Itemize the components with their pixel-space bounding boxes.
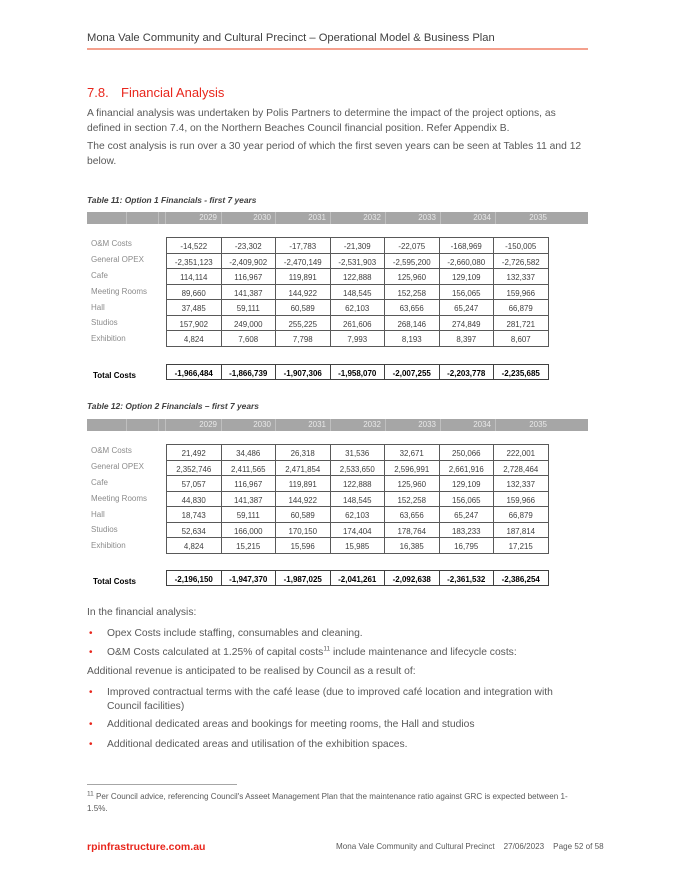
table-row bbox=[167, 315, 549, 331]
total-cell: -2,007,255 bbox=[385, 365, 440, 380]
table-cell: 21,492 bbox=[167, 445, 222, 461]
cost-analysis-paragraph: The cost analysis is run over a 30 year period of which the first seven years can be seen at Tables 11 and 12 below. bbox=[87, 141, 582, 167]
bullet-text: include maintenance and lifecycle costs: bbox=[330, 647, 517, 658]
total-cell: -1,947,370 bbox=[221, 571, 276, 586]
page-header-title: Mona Vale Community and Cultural Precinct – Operational Model & Business Plan bbox=[87, 32, 495, 44]
table-cell: 249,000 bbox=[221, 315, 276, 331]
table-cell: 17,215 bbox=[494, 538, 549, 554]
year-header: 2035 bbox=[529, 213, 547, 222]
table-cell: 2,661,916 bbox=[439, 460, 494, 476]
row-label: Studios bbox=[91, 525, 118, 534]
year-header: 2030 bbox=[222, 419, 276, 431]
row-label: Hall bbox=[91, 510, 105, 519]
table-cell: 116,967 bbox=[221, 269, 276, 285]
table-cell: 156,065 bbox=[439, 491, 494, 507]
row-label: O&M Costs bbox=[91, 239, 132, 248]
table-11-caption: Table 11: Option 1 Financials - first 7 years bbox=[87, 195, 257, 205]
total-cell: -2,041,261 bbox=[330, 571, 385, 586]
table-cell: 2,352,746 bbox=[167, 460, 222, 476]
table-cell: 250,066 bbox=[439, 445, 494, 461]
table-cell: 26,318 bbox=[276, 445, 331, 461]
table-cell: 132,337 bbox=[494, 476, 549, 492]
year-header: 2033 bbox=[386, 212, 441, 224]
table-cell: -17,783 bbox=[276, 238, 331, 254]
table-cell: 8,397 bbox=[439, 331, 494, 347]
table-row bbox=[167, 491, 549, 507]
total-costs-label: Total Costs bbox=[93, 577, 136, 586]
table-cell: 183,233 bbox=[439, 522, 494, 538]
table-cell: -2,595,200 bbox=[385, 253, 440, 269]
table-cell: 152,258 bbox=[385, 284, 440, 300]
bullet-text: O&M Costs calculated at 1.25% of capital costs bbox=[107, 647, 324, 658]
table-11-grid bbox=[166, 237, 549, 347]
table-cell: 18,743 bbox=[167, 507, 222, 523]
table-cell: -2,660,080 bbox=[439, 253, 494, 269]
year-header: 2034 bbox=[441, 212, 496, 224]
table-cell: 187,814 bbox=[494, 522, 549, 538]
table-cell: 15,215 bbox=[221, 538, 276, 554]
row-label: Hall bbox=[91, 303, 105, 312]
table-cell: 66,879 bbox=[494, 507, 549, 523]
table-cell: 31,536 bbox=[330, 445, 385, 461]
table-cell: -168,969 bbox=[439, 238, 494, 254]
table-cell: 116,967 bbox=[221, 476, 276, 492]
year-header: 2034 bbox=[441, 419, 496, 431]
bullet-icon: • bbox=[89, 687, 93, 698]
row-label: O&M Costs bbox=[91, 446, 132, 455]
table-cell: 129,109 bbox=[439, 476, 494, 492]
table-12-grid bbox=[166, 444, 549, 554]
total-cell: -2,361,532 bbox=[439, 571, 494, 586]
footnote-divider bbox=[87, 784, 237, 785]
revenue-intro: Additional revenue is anticipated to be realised by Council as a result of: bbox=[87, 666, 416, 677]
table-cell: 144,922 bbox=[276, 491, 331, 507]
table-row bbox=[167, 460, 549, 476]
table-cell: 152,258 bbox=[385, 491, 440, 507]
year-header: 2035 bbox=[529, 420, 547, 429]
intro-paragraph: A financial analysis was undertaken by Polis Partners to determine the impact of the project options, as defined in section 7.4, on the Northern Beaches Council financial position. Refer Appendix B. bbox=[87, 108, 556, 134]
row-label: Cafe bbox=[91, 478, 108, 487]
table-cell: 174,404 bbox=[330, 522, 385, 538]
footnote-number: 11 bbox=[87, 790, 94, 798]
table-row bbox=[167, 238, 549, 254]
table-cell: 60,589 bbox=[276, 300, 331, 316]
total-cell: -2,203,778 bbox=[439, 365, 494, 380]
table-cell: 65,247 bbox=[439, 507, 494, 523]
table-row bbox=[167, 331, 549, 347]
bullet-item bbox=[87, 686, 587, 713]
table-cell: 125,960 bbox=[385, 476, 440, 492]
table-cell: -21,309 bbox=[330, 238, 385, 254]
table-cell: 32,671 bbox=[385, 445, 440, 461]
row-label: Exhibition bbox=[91, 334, 126, 343]
table-cell: 44,830 bbox=[167, 491, 222, 507]
table-cell: 8,607 bbox=[494, 331, 549, 347]
table-cell: 119,891 bbox=[276, 269, 331, 285]
bullet-item bbox=[87, 718, 587, 732]
table-cell: 34,486 bbox=[221, 445, 276, 461]
table-cell: 4,824 bbox=[167, 331, 222, 347]
bullet-text: Additional dedicated areas and bookings for meeting rooms, the Hall and studios bbox=[107, 719, 475, 730]
bullet-icon: • bbox=[89, 739, 93, 750]
year-header: 2031 bbox=[276, 212, 331, 224]
table-cell: 15,985 bbox=[330, 538, 385, 554]
table-cell: 2,533,650 bbox=[330, 460, 385, 476]
table-cell: 268,146 bbox=[385, 315, 440, 331]
table-cell: 2,596,991 bbox=[385, 460, 440, 476]
table-cell: -23,302 bbox=[221, 238, 276, 254]
table-cell: 7,798 bbox=[276, 331, 331, 347]
table-cell: 148,545 bbox=[330, 491, 385, 507]
analysis-intro: In the financial analysis: bbox=[87, 607, 197, 618]
year-header: 2029 bbox=[166, 419, 222, 431]
year-header: 2033 bbox=[386, 419, 441, 431]
table-cell: 2,471,854 bbox=[276, 460, 331, 476]
footer-doc-title: Mona Vale Community and Cultural Precinct bbox=[336, 842, 495, 851]
table-cell: 59,111 bbox=[221, 507, 276, 523]
table-cell: 261,606 bbox=[330, 315, 385, 331]
table-cell: 166,000 bbox=[221, 522, 276, 538]
bullet-icon: • bbox=[89, 628, 93, 639]
footer-page-number: Page 52 of 58 bbox=[553, 842, 604, 851]
row-label: Meeting Rooms bbox=[91, 287, 148, 296]
total-costs-label: Total Costs bbox=[93, 371, 136, 380]
footer-website-link[interactable]: rpinfrastructure.com.au bbox=[87, 841, 206, 853]
table-cell: 2,728,464 bbox=[494, 460, 549, 476]
table-cell: 52,634 bbox=[167, 522, 222, 538]
row-label: General OPEX bbox=[91, 462, 144, 471]
table-12-caption: Table 12: Option 2 Financials – first 7 years bbox=[87, 401, 259, 411]
section-heading bbox=[87, 85, 224, 100]
table-cell: -2,409,902 bbox=[221, 253, 276, 269]
table-cell: 141,387 bbox=[221, 491, 276, 507]
section-title: Financial Analysis bbox=[121, 85, 225, 100]
table-cell: 274,849 bbox=[439, 315, 494, 331]
bullet-icon: • bbox=[89, 719, 93, 730]
table-cell: 119,891 bbox=[276, 476, 331, 492]
table-row bbox=[167, 522, 549, 538]
table-row bbox=[167, 284, 549, 300]
table-cell: -14,522 bbox=[167, 238, 222, 254]
year-header: 2031 bbox=[276, 419, 331, 431]
total-cell: -1,866,739 bbox=[221, 365, 276, 380]
year-header: 2032 bbox=[331, 212, 386, 224]
table-cell: 59,111 bbox=[221, 300, 276, 316]
table-cell: 281,721 bbox=[494, 315, 549, 331]
table-cell: 114,114 bbox=[167, 269, 222, 285]
table-cell: 255,225 bbox=[276, 315, 331, 331]
table-row bbox=[167, 445, 549, 461]
table-cell: 15,596 bbox=[276, 538, 331, 554]
section-number: 7.8. bbox=[87, 85, 109, 100]
total-cell: -1,958,070 bbox=[330, 365, 385, 380]
table-cell: -2,470,149 bbox=[276, 253, 331, 269]
table-cell: 159,966 bbox=[494, 491, 549, 507]
table-row bbox=[167, 538, 549, 554]
table-cell: 63,656 bbox=[385, 507, 440, 523]
footnote bbox=[87, 791, 587, 815]
row-label: Meeting Rooms bbox=[91, 494, 148, 503]
table-cell: 178,764 bbox=[385, 522, 440, 538]
table-cell: 57,057 bbox=[167, 476, 222, 492]
table-cell: -2,351,123 bbox=[167, 253, 222, 269]
table-row bbox=[167, 269, 549, 285]
table-cell: 37,485 bbox=[167, 300, 222, 316]
footnote-reference[interactable]: 11 bbox=[323, 645, 331, 653]
table-cell: 65,247 bbox=[439, 300, 494, 316]
row-label: Exhibition bbox=[91, 541, 126, 550]
table-cell: 132,337 bbox=[494, 269, 549, 285]
row-label: Cafe bbox=[91, 271, 108, 280]
table-cell: 62,103 bbox=[330, 507, 385, 523]
table-cell: -150,005 bbox=[494, 238, 549, 254]
table-row bbox=[167, 253, 549, 269]
bullet-item bbox=[87, 646, 587, 660]
row-label: Studios bbox=[91, 318, 118, 327]
table-cell: 222,001 bbox=[494, 445, 549, 461]
footer-date: 27/06/2023 bbox=[503, 842, 545, 851]
table-cell: -2,726,582 bbox=[494, 253, 549, 269]
table-cell: -2,531,903 bbox=[330, 253, 385, 269]
row-label: General OPEX bbox=[91, 255, 144, 264]
table-11-year-header bbox=[87, 212, 588, 224]
table-cell: 63,656 bbox=[385, 300, 440, 316]
year-header: 2032 bbox=[331, 419, 386, 431]
table-cell: 62,103 bbox=[330, 300, 385, 316]
table-cell: 4,824 bbox=[167, 538, 222, 554]
table-row bbox=[167, 571, 549, 586]
header-divider bbox=[87, 48, 588, 50]
table-row bbox=[167, 476, 549, 492]
footer-info bbox=[336, 842, 613, 851]
table-cell: 122,888 bbox=[330, 269, 385, 285]
table-12-total-row bbox=[166, 570, 549, 586]
table-cell: 2,411,565 bbox=[221, 460, 276, 476]
total-cell: -2,386,254 bbox=[494, 571, 549, 586]
table-row bbox=[167, 507, 549, 523]
total-cell: -1,987,025 bbox=[276, 571, 331, 586]
year-header: 2030 bbox=[222, 212, 276, 224]
table-cell: 170,150 bbox=[276, 522, 331, 538]
table-cell: 122,888 bbox=[330, 476, 385, 492]
table-12-year-header bbox=[87, 419, 588, 431]
table-cell: 66,879 bbox=[494, 300, 549, 316]
table-cell: 16,385 bbox=[385, 538, 440, 554]
total-cell: -2,196,150 bbox=[167, 571, 222, 586]
table-cell: 157,902 bbox=[167, 315, 222, 331]
total-cell: -1,966,484 bbox=[167, 365, 222, 380]
bullet-text: Opex Costs include staffing, consumables and cleaning. bbox=[107, 628, 363, 639]
table-cell: 144,922 bbox=[276, 284, 331, 300]
table-cell: -22,075 bbox=[385, 238, 440, 254]
total-cell: -1,907,306 bbox=[276, 365, 331, 380]
table-cell: 156,065 bbox=[439, 284, 494, 300]
bullet-text: Additional dedicated areas and utilisation of the exhibition spaces. bbox=[107, 739, 408, 750]
table-cell: 129,109 bbox=[439, 269, 494, 285]
table-row bbox=[167, 365, 549, 380]
bullet-item bbox=[87, 627, 587, 641]
table-cell: 148,545 bbox=[330, 284, 385, 300]
bullet-icon: • bbox=[89, 647, 93, 658]
table-cell: 7,608 bbox=[221, 331, 276, 347]
table-cell: 60,589 bbox=[276, 507, 331, 523]
bullet-item bbox=[87, 738, 587, 752]
total-cell: -2,092,638 bbox=[385, 571, 440, 586]
table-cell: 89,660 bbox=[167, 284, 222, 300]
total-cell: -2,235,685 bbox=[494, 365, 549, 380]
table-cell: 16,795 bbox=[439, 538, 494, 554]
table-11-total-row bbox=[166, 364, 549, 380]
table-cell: 141,387 bbox=[221, 284, 276, 300]
bullet-text: Improved contractual terms with the café lease (due to improved café location and integration with Council facilities) bbox=[107, 687, 553, 712]
table-cell: 159,966 bbox=[494, 284, 549, 300]
table-cell: 7,993 bbox=[330, 331, 385, 347]
table-cell: 8,193 bbox=[385, 331, 440, 347]
table-cell: 125,960 bbox=[385, 269, 440, 285]
table-row bbox=[167, 300, 549, 316]
footnote-text: Per Council advice, referencing Council's Asseet Management Plan that the maintenance ratio against GRC is expected between 1-1.5%. bbox=[87, 792, 568, 813]
year-header: 2029 bbox=[166, 212, 222, 224]
